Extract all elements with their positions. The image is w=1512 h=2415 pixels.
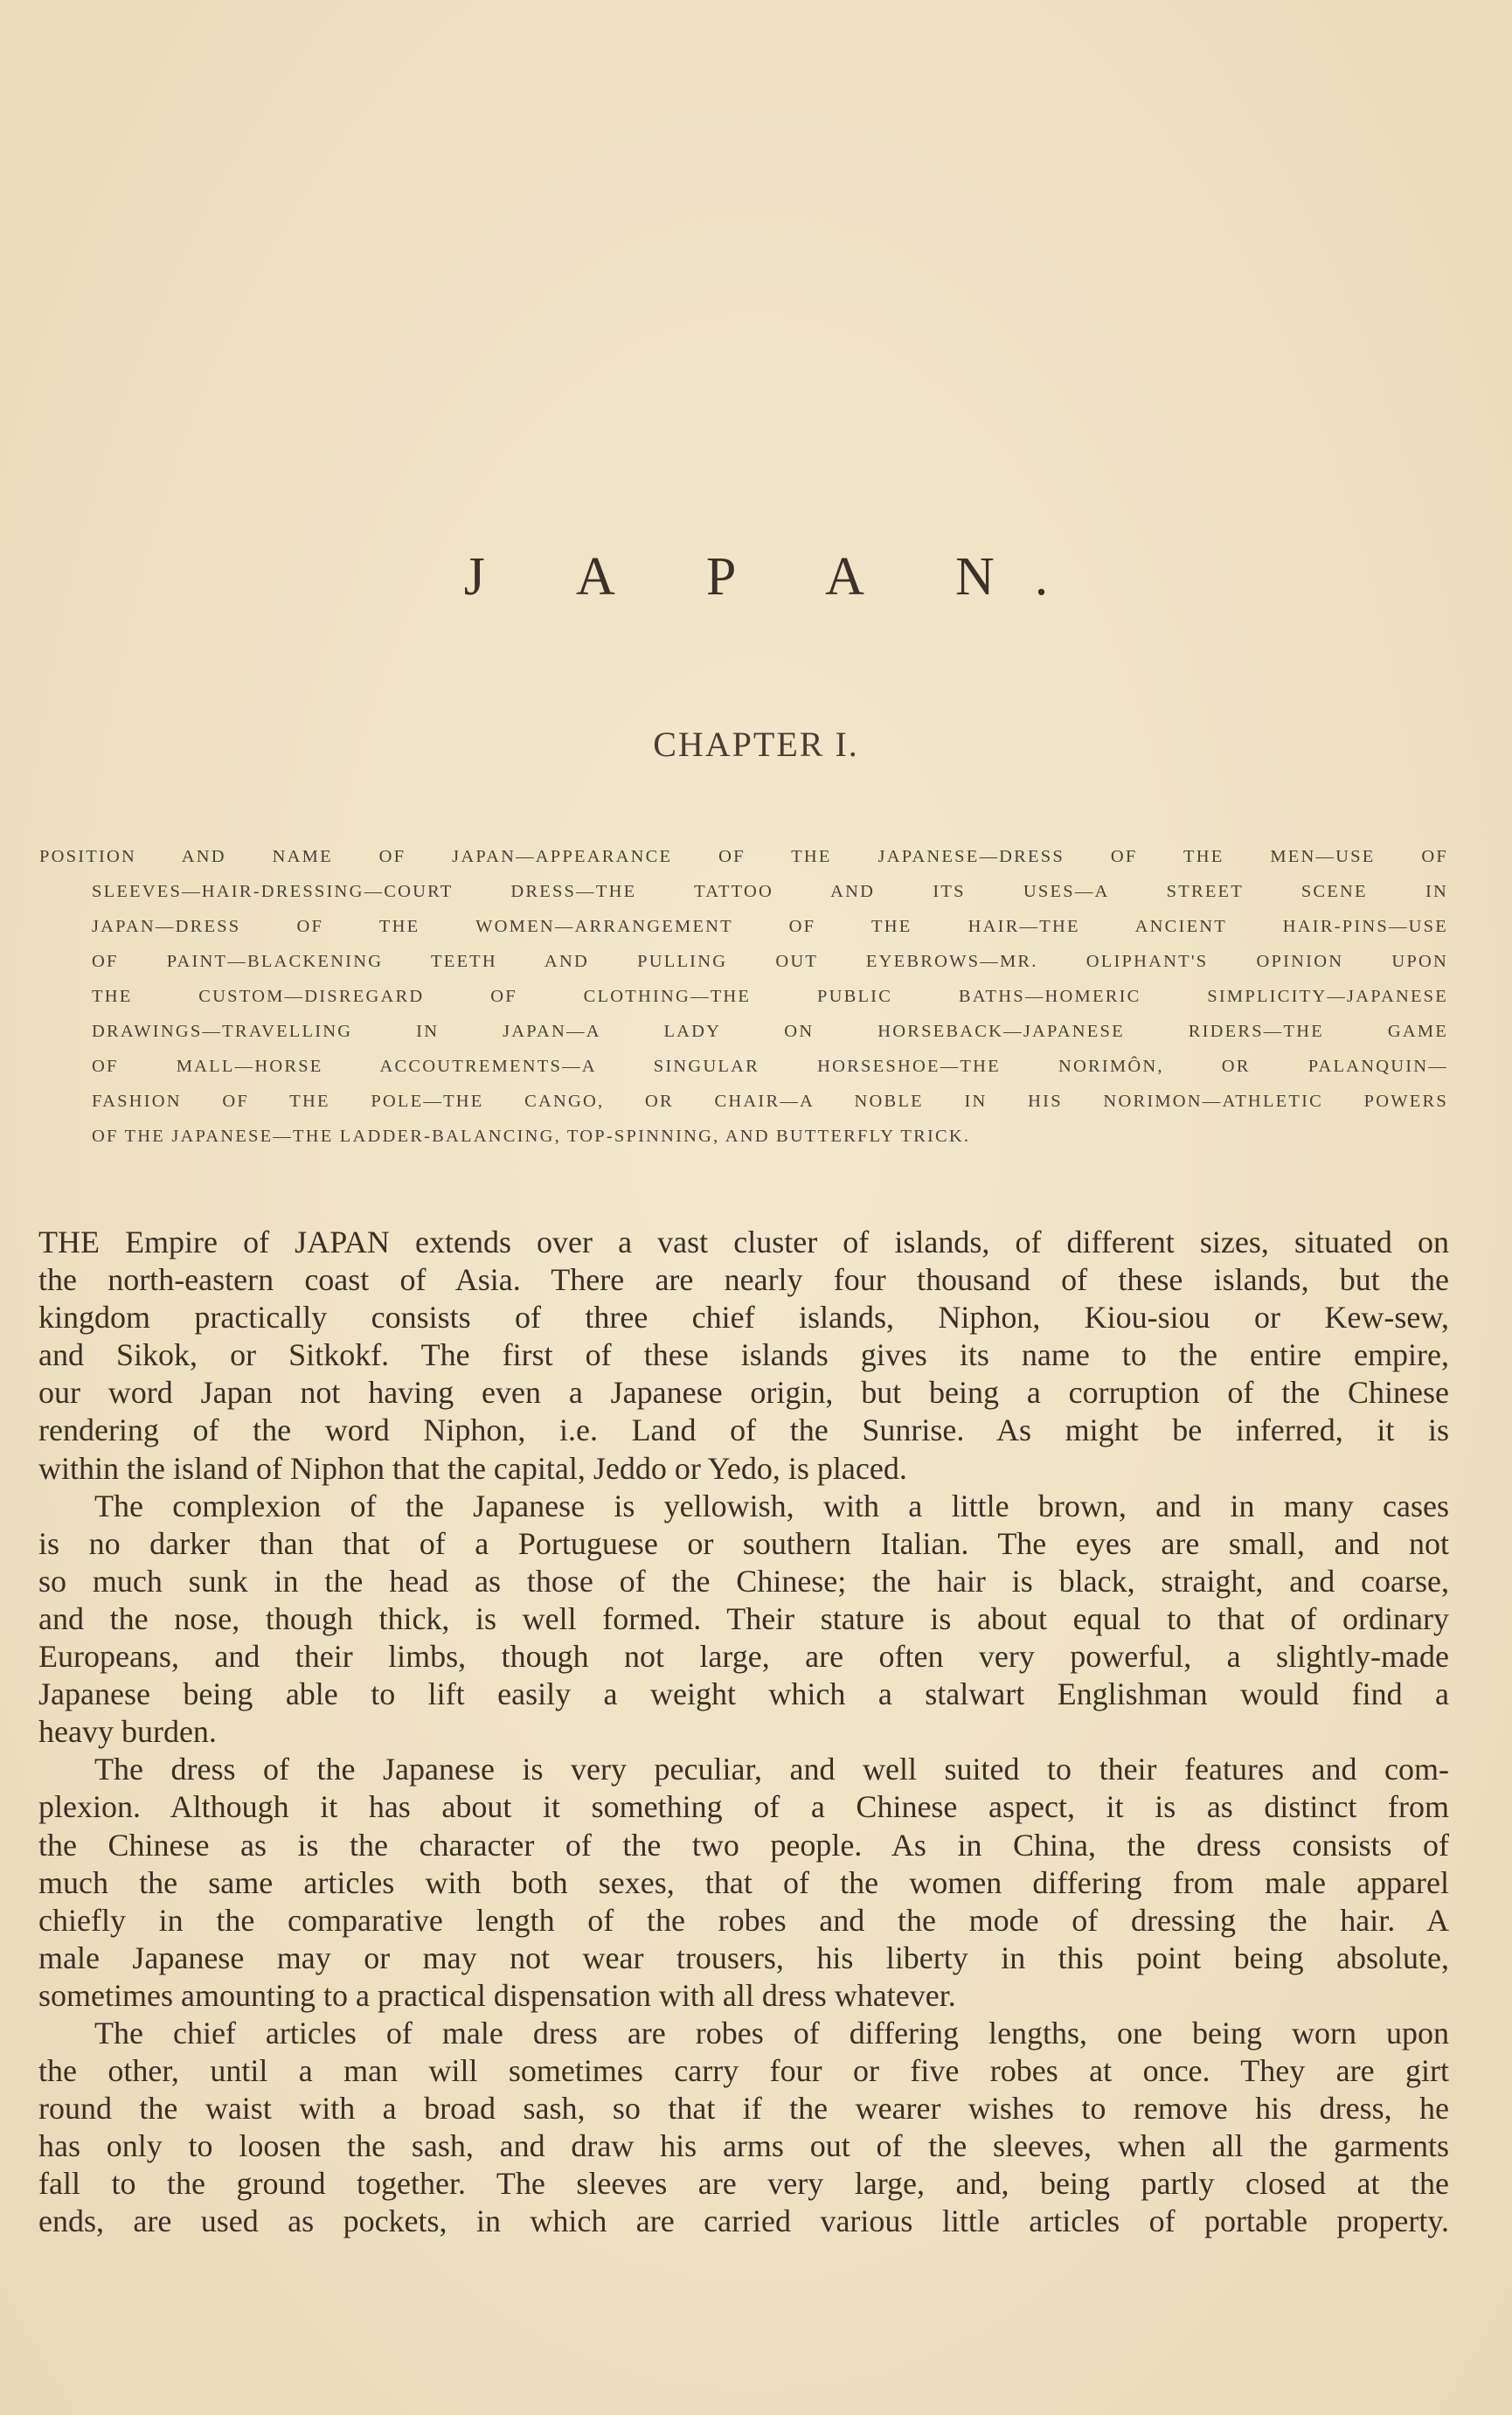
body-line: is no darker than that of a Portuguese or southern Italian. The eyes are small, and not [38,1525,1449,1561]
body-line: our word Japan not having even a Japanese origin, but being a corruption of the Chinese [38,1375,1449,1411]
body-line: fall to the ground together. The sleeves are very large, and, being partly closed at the [38,2166,1449,2202]
body-line: Japanese being able to lift easily a weight which a stalwart Englishman would find a [38,1676,1449,1712]
body-line: sometimes amounting to a practical dispensation with all dress whatever. [38,1977,956,2013]
body-line: The complexion of the Japanese is yellowish, with a little brown, and in many cases [94,1488,1449,1523]
body-line: round the waist with a broad sash, so that if the wearer wishes to remove his dress, he [38,2091,1449,2127]
chapter-heading: CHAPTER I. [653,725,859,764]
body-line: kingdom practically consists of three chief islands, Niphon, Kiou-siou or Kew-sew, [38,1300,1449,1336]
synopsis-line: FASHION OF THE POLE—THE CANGO, OR CHAIR—A NOBLE IN HIS NORIMON—ATHLETIC POWERS [92,1092,1448,1111]
synopsis-line: OF PAINT—BLACKENING TEETH AND PULLING OUT EYEBROWS—MR. OLIPHANT'S OPINION UPON [92,952,1448,971]
synopsis-line: OF MALL—HORSE ACCOUTREMENTS—A SINGULAR HORSESHOE—THE NORIMÔN, OR PALANQUIN— [92,1057,1448,1076]
synopsis-line: THE CUSTOM—DISREGARD OF CLOTHING—THE PUBLIC BATHS—HOMERIC SIMPLICITY—JAPANESE [92,987,1448,1006]
body-line: THE Empire of JAPAN extends over a vast cluster of islands, of different sizes, situated on [38,1225,1449,1260]
body-line: heavy burden. [38,1714,217,1750]
body-line: has only to loosen the sash, and draw his arms out of the sleeves, when all the garments [38,2128,1449,2164]
body-line: the other, until a man will sometimes carry four or five robes at once. They are girt [38,2053,1449,2089]
body-line: rendering of the word Niphon, i.e. Land of the Sunrise. As might be inferred, it is [38,1412,1449,1448]
body-line: much the same articles with both sexes, that of the women differing from male apparel [38,1864,1449,1900]
body-line: The chief articles of male dress are robes of differing lengths, one being worn upon [94,2015,1449,2051]
body-line: The dress of the Japanese is very peculiar, and well suited to their features and com- [94,1752,1449,1787]
body-line: ends, are used as pockets, in which are carried various little articles of portable property. [38,2203,1449,2239]
body-line: Europeans, and their limbs, though not large, are often very powerful, a slightly-made [38,1639,1449,1675]
body-line: the north-eastern coast of Asia. There are nearly four thousand of these islands, but the [38,1262,1449,1298]
synopsis-line: DRAWINGS—TRAVELLING IN JAPAN—A LADY ON HORSEBACK—JAPANESE RIDERS—THE GAME [92,1022,1448,1041]
body-line: and Sikok, or Sitkokf. The first of these islands gives its name to the entire empire, [38,1337,1449,1373]
synopsis-line: OF THE JAPANESE—THE LADDER-BALANCING, TOP-SPINNING, AND BUTTERFLY TRICK. [92,1127,971,1146]
body-line: the Chinese as is the character of the two people. As in China, the dress consists of [38,1827,1449,1863]
synopsis-line: SLEEVES—HAIR-DRESSING—COURT DRESS—THE TATTOO AND ITS USES—A STREET SCENE IN [92,882,1448,901]
body-line: plexion. Although it has about it something of a Chinese aspect, it is as distinct from [38,1789,1449,1825]
body-line: within the island of Niphon that the capital, Jeddo or Yedo, is placed. [38,1450,907,1486]
page-title: J A P A N. [463,547,1089,607]
body-line: male Japanese may or may not wear trousers, his liberty in this point being absolute, [38,1940,1449,1975]
body-line: so much sunk in the head as those of the Chinese; the hair is black, straight, and coarse, [38,1563,1449,1599]
body-line: chiefly in the comparative length of the robes and the mode of dressing the hair. A [38,1902,1449,1938]
synopsis-line: POSITION AND NAME OF JAPAN—APPEARANCE OF THE JAPANESE—DRESS OF THE MEN—USE OF [39,847,1448,866]
chapter-synopsis [39,839,1448,1154]
body-line: and the nose, though thick, is well formed. Their stature is about equal to that of ordinary [38,1600,1449,1636]
synopsis-line: JAPAN—DRESS OF THE WOMEN—ARRANGEMENT OF THE HAIR—THE ANCIENT HAIR-PINS—USE [92,917,1448,936]
body-text [38,1224,1449,2241]
